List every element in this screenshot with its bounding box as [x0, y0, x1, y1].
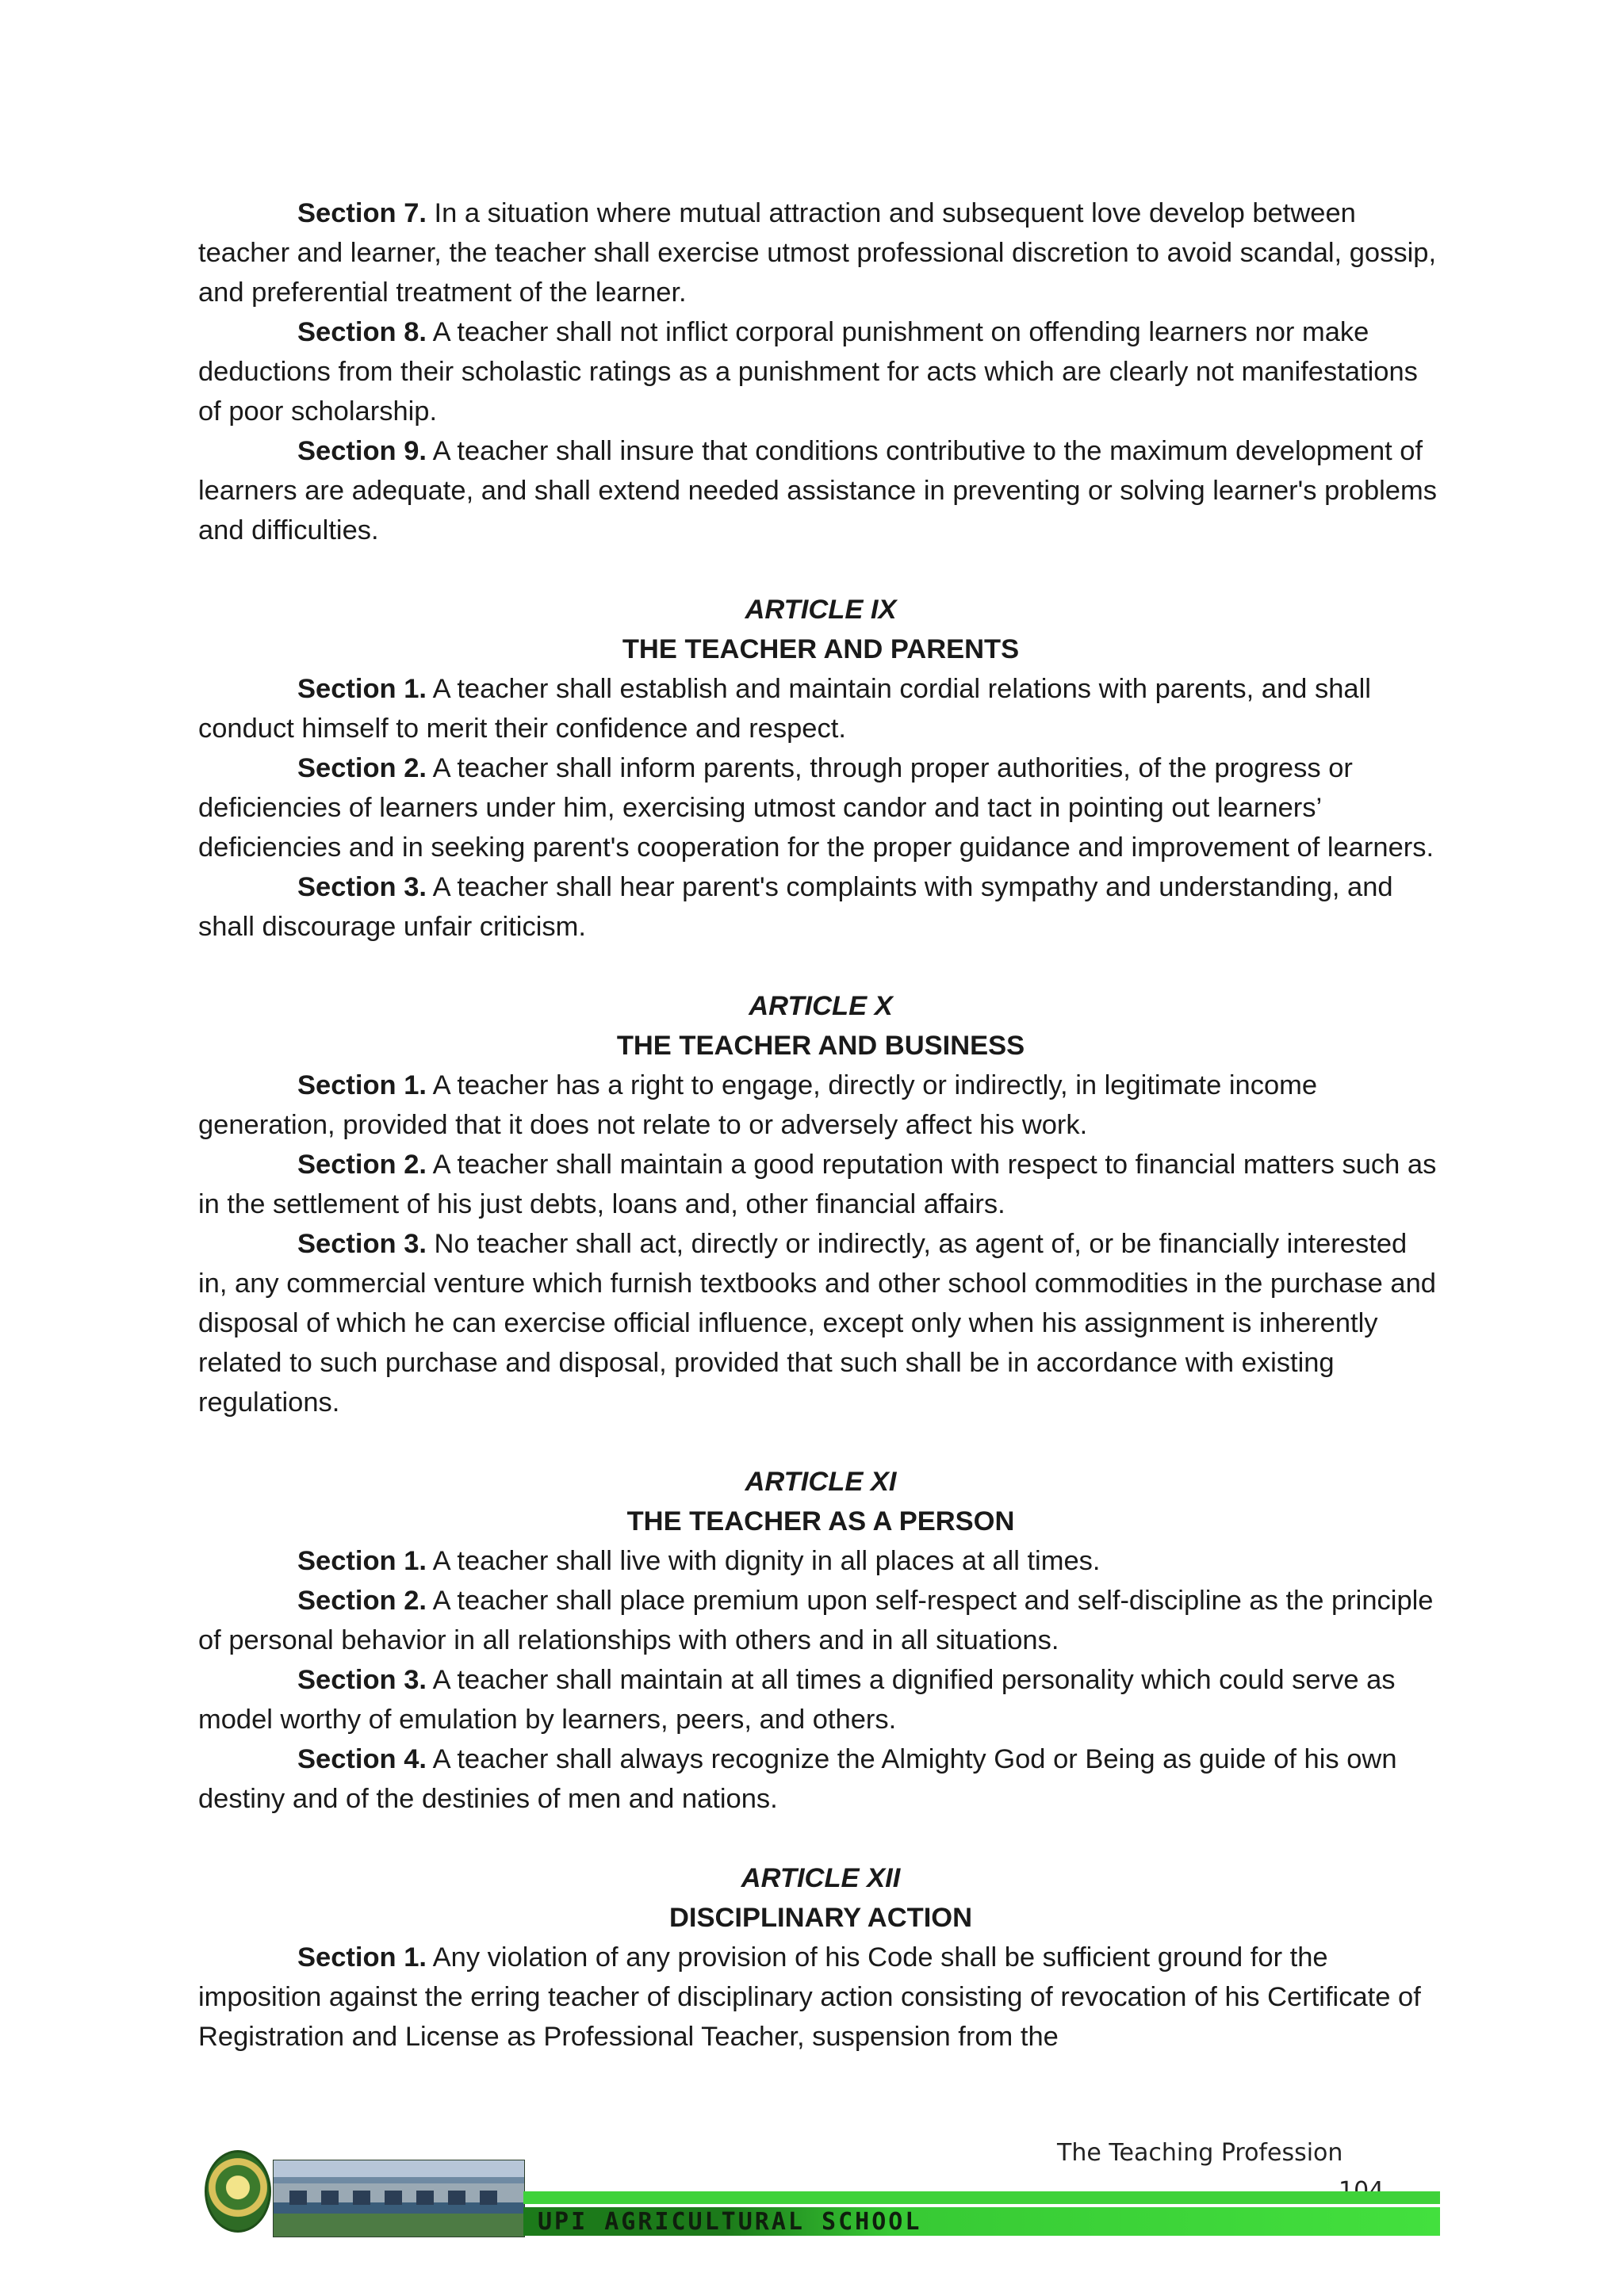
article-heading [198, 590, 1443, 669]
article-title: DISCIPLINARY ACTION [668, 1903, 973, 1933]
section-label: Section 1. [297, 1070, 427, 1100]
section-paragraph [198, 1581, 1443, 1660]
section-label: Section 2. [297, 1150, 427, 1180]
section-paragraph [198, 1739, 1443, 1819]
section-label: Section 4. [297, 1744, 427, 1774]
article-heading [198, 1858, 1443, 1938]
footer-title: The Teaching Profession [1057, 2139, 1343, 2167]
section-text: In a situation where mutual attraction and subsequent love develop between teacher and learner, the teacher shall exercise utmost professional discretion to avoid scandal, gossip, and preferential treatment of the learner. [198, 198, 1437, 308]
banner-stripe [523, 2191, 1440, 2204]
section-text: A teacher shall maintain a good reputation with respect to financial matters such as in the settlement of his just debts, loans and, other financial affairs. [198, 1150, 1437, 1219]
section-paragraph [198, 1224, 1443, 1422]
section-label: Section 1. [297, 674, 427, 704]
section-label: Section 2. [297, 1586, 427, 1616]
section-text: A teacher shall place premium upon self-respect and self-discipline as the principle of personal behavior in all relationships with others and in all situations. [198, 1586, 1434, 1655]
section-text: A teacher shall insure that conditions contributive to the maximum development of learners are adequate, and shall extend needed assistance in preventing or solving learner's problems and difficulties. [198, 436, 1437, 545]
section-label: Section 3. [297, 1229, 427, 1259]
article-number: ARTICLE XI [745, 1467, 897, 1497]
section-text: A teacher shall inform parents, through proper authorities, of the progress or deficiencies of learners under him, exercising utmost candor and tact in pointing out learners’ deficiencies and in seeking parent's cooperation for the proper guidance and improvement of learners. [198, 753, 1434, 863]
section-label: Section 9. [297, 436, 427, 466]
school-building-photo [273, 2160, 525, 2237]
section-paragraph [198, 1660, 1443, 1739]
article-number: ARTICLE X [749, 991, 893, 1021]
section-paragraph [198, 669, 1443, 748]
section-paragraph [198, 748, 1443, 867]
section-paragraph [198, 1541, 1443, 1581]
section-paragraph [198, 312, 1443, 431]
section-label: Section 8. [297, 317, 427, 347]
section-paragraph [198, 1066, 1443, 1145]
section-text: A teacher has a right to engage, directly or indirectly, in legitimate income generation, provided that it does not relate to or adversely affect his work. [198, 1070, 1318, 1140]
article-title: THE TEACHER AND PARENTS [622, 634, 1020, 664]
section-text: A teacher shall hear parent's complaints with sympathy and understanding, and shall discourage unfair criticism. [198, 872, 1393, 942]
article-number: ARTICLE XII [741, 1863, 901, 1893]
section-paragraph [198, 1145, 1443, 1224]
section-paragraph [198, 867, 1443, 947]
section-label: Section 1. [297, 1546, 427, 1576]
article-title: THE TEACHER AS A PERSON [626, 1506, 1015, 1536]
section-label: Section 7. [297, 198, 427, 228]
section-text: Any violation of any provision of his Code shall be sufficient ground for the imposition against the erring teacher of disciplinary action consisting of revocation of his Certificate of Registration and License as Professional Teacher, suspension from the [198, 1942, 1421, 2052]
article-number: ARTICLE IX [745, 595, 897, 625]
article-heading [198, 986, 1443, 1066]
section-text: A teacher shall always recognize the Almighty God or Being as guide of his own destiny and of the destinies of men and nations. [198, 1744, 1397, 1814]
document-body [198, 193, 1443, 2057]
section-label: Section 3. [297, 1665, 427, 1695]
article-title: THE TEACHER AND BUSINESS [616, 1031, 1025, 1061]
section-text: No teacher shall act, directly or indirectly, as agent of, or be financially interested in, any commercial venture which furnish textbooks and other school commodities in the purchase and disposal of which he can exercise official influence, except only when his assignment is inherently related to such purchase and disposal, provided that such shall be in accordance with existing regulations. [198, 1229, 1436, 1418]
section-text: A teacher shall maintain at all times a dignified personality which could serve as model worthy of emulation by learners, peers, and others. [198, 1665, 1396, 1735]
school-seal-icon [205, 2150, 271, 2233]
section-text: A teacher shall establish and maintain cordial relations with parents, and shall conduct himself to merit their confidence and respect. [198, 674, 1371, 744]
section-text: A teacher shall live with dignity in all places at all times. [426, 1546, 1101, 1576]
article-heading [198, 1462, 1443, 1541]
section-label: Section 1. [297, 1942, 427, 1973]
section-label: Section 3. [297, 872, 427, 902]
school-name: UPI AGRICULTURAL SCHOOL [538, 2208, 922, 2236]
section-paragraph [198, 193, 1443, 312]
section-label: Section 2. [297, 753, 427, 783]
footer-banner [205, 2141, 1442, 2239]
section-paragraph [198, 431, 1443, 550]
section-text: A teacher shall not inflict corporal punishment on offending learners nor make deductions from their scholastic ratings as a punishment for acts which are clearly not manifestations of poor scholarship. [198, 317, 1418, 427]
section-paragraph [198, 1938, 1443, 2057]
